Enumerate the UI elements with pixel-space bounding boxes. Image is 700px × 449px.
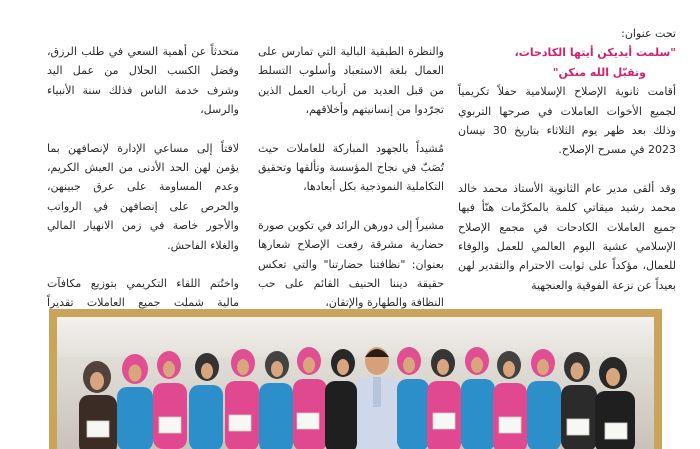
paragraph: مُشيداً بالجهود المباركة للعاملات حيث تُصَبّ في نجاح المؤسسة وتألقها وتحقيق التكاملية النموذجية بكل أبعادها، [258, 141, 444, 194]
paragraph: وقد ألقى مدير عام الثانوية الأستاذ محمد خالد محمد رشيد ميقاتي كلمة بالمكرَّمات هنّأ فيها جميع العاملات الكادحات في مجمع الإصلاح الإسلامي عشية اليوم العالمي للعمل والوفاء للعمال، مؤكداً على ثوابت الاحترام والتقدير لهن بعيداً عن نزعة الفوقية والعنجهية [458, 181, 676, 292]
paragraph: مشيراً إلى دورهن الرائد في تكوين صورة حضارية مشرقة رفعت الإصلاح شعارها بعنوان: "نظافتنا حضارتنا" والتي تعكس حقيقة ديننا الحنيف القائم على حب النظافة والطهارة والإتقان، [258, 218, 444, 310]
group-photo-people [57, 317, 654, 449]
article-column-middle [258, 42, 444, 313]
man-in-suit [355, 347, 399, 449]
pull-quote-line1: "سلمت أيديكن أيتها الكادحات، [514, 46, 676, 60]
group-photo-frame [49, 309, 662, 449]
group-photo [57, 317, 654, 449]
subheading-intro: تحت عنوان: [621, 27, 676, 40]
paragraph: متحدثاً عن أهمية السعي في طلب الرزق، وفضل الكسب الحلال من عمل اليد وشرف خدمة الناس فذلك سنة الأنبياء والرسل، [47, 45, 239, 117]
paragraph: لافتاً إلى مساعي الإدارة لإنصافهن بما يؤمن لهن الحد الأدنى من العيش الكريم، وعدم المساومة على عرق جبينهن، والحرص على إنصافهن في الرواتب والأجور خاصة في زمن الانهيار المالي والغلاء الفاحش. [47, 141, 239, 252]
paragraph: أقامت ثانوية الإصلاح الإسلامية حفلاً تكريمياً لجميع الأخوات العاملات في صرحها التربوي وذلك بعد ظهر يوم الثلاثاء بتاريخ 30 نيسان 2023 في مسرح الإصلاح. [458, 85, 676, 157]
article-column-right [458, 24, 676, 295]
article-column-left [47, 42, 239, 332]
paragraph: والنظرة الطبقية البالية التي تمارس على العمال بلغة الاستعباد وأسلوب التسلط من قبل العديد من أرباب العمل الذين تجرّدوا من إنسانيتهم وأخلاقهم، [258, 45, 444, 117]
pull-quote-line2: وتقبّل الله منكن" [552, 65, 646, 79]
paragraph: واختُتم اللقاء التكريمي بتوزيع مكافآت مالية شملت جميع العاملات تقديراً [47, 277, 239, 310]
